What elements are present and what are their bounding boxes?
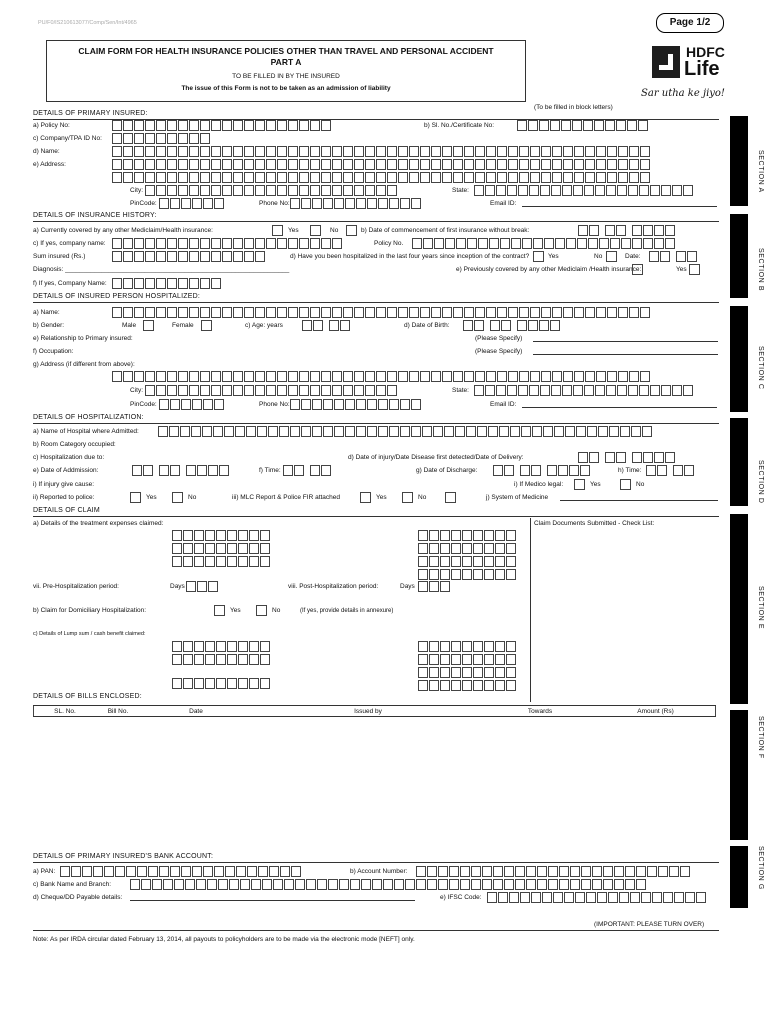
account-number-field[interactable]	[416, 866, 691, 877]
hospitalization-due-label: c) Hospitalization due to:	[33, 454, 105, 461]
pincode-field[interactable]	[159, 198, 225, 209]
yes-label: Yes	[376, 494, 387, 501]
convalescence-amount[interactable]	[418, 654, 517, 665]
company-label: c) Company/TPA ID No:	[33, 135, 102, 142]
state-field[interactable]	[474, 185, 694, 196]
section-b-label: SECTION B	[757, 248, 764, 292]
no-label: No	[636, 481, 645, 488]
section-e-heading: DETAILS OF CLAIM	[33, 507, 100, 514]
email-field[interactable]	[522, 206, 717, 207]
health-check-amount[interactable]	[418, 543, 517, 554]
section-a-heading: DETAILS OF PRIMARY INSURED:	[33, 110, 148, 117]
police-yes[interactable]	[130, 492, 141, 503]
policy-no-label: a) Policy No:	[33, 122, 70, 129]
discharge-label: g) Date of Discharge:	[416, 467, 478, 474]
neft-note: Note: As per IRDA circular dated February 13, 2014, all payouts to policyholders are to be made via the electronic mode [NEFT] only.	[33, 936, 415, 943]
alt-city-field[interactable]	[145, 385, 398, 396]
pincode-label: PinCode:	[130, 200, 157, 207]
section-g-label: SECTION G	[757, 846, 764, 890]
domiciliary-label: b) Claim for Domiciliary Hospitalization:	[33, 607, 147, 614]
ref-code: PU/F0/IS210613077/Comp/Sen/Int/4965	[38, 20, 137, 26]
section-b-heading: DETAILS OF INSURANCE HISTORY:	[33, 212, 157, 219]
state-label: State:	[452, 387, 469, 394]
alt-address-label: g) Address (if different from above):	[33, 361, 135, 368]
other-cover-yes[interactable]	[272, 225, 283, 236]
pan-field[interactable]	[60, 866, 302, 877]
expenses-heading: a) Details of the treatment expenses claimed:	[33, 520, 164, 527]
sl-no-label: b) Sl. No./Certificate No:	[424, 122, 495, 129]
critical-illness-amount[interactable]	[172, 654, 271, 665]
dob-field[interactable]	[463, 320, 561, 331]
medico-no[interactable]	[620, 479, 631, 490]
mlc-yes[interactable]	[360, 492, 371, 503]
dob-label: d) Date of Birth:	[404, 322, 450, 329]
time-discharge-label: h) Time:	[618, 467, 642, 474]
state-label: State:	[452, 187, 469, 194]
checklist-heading: Claim Documents Submitted - Check List:	[534, 520, 655, 527]
injury-cause-label: i) If injury give cause:	[33, 481, 95, 488]
male-checkbox[interactable]	[143, 320, 154, 331]
col-date: Date	[189, 707, 203, 715]
hospital-name-label: a) Name of Hospital where Admitted:	[33, 428, 139, 435]
phone-label: Phone No:	[259, 200, 290, 207]
sum-insured-label: Sum insured (Rs.)	[33, 253, 86, 260]
system-of-medicine-field[interactable]	[560, 500, 718, 501]
yes-label: Yes	[548, 253, 559, 260]
pre-period-label: vii. Pre-Hospitalization period:	[33, 583, 119, 590]
if-yes-company-field[interactable]	[112, 278, 222, 289]
injury-date-field[interactable]	[578, 452, 676, 463]
prev-cover-yes[interactable]	[632, 264, 643, 275]
account-number-label: b) Account Number:	[350, 868, 408, 875]
medico-legal-label: i) If Medico legal:	[514, 481, 564, 488]
male-label: Male	[122, 322, 137, 329]
section-g-heading: DETAILS OF PRIMARY INSURED'S BANK ACCOUNT:	[33, 853, 214, 860]
company-name-field[interactable]	[112, 238, 343, 249]
pincode-label: PinCode:	[130, 401, 157, 408]
hospitalized-no[interactable]	[606, 251, 617, 262]
col-bill: Bill No.	[107, 707, 129, 715]
commencement-label: b) Date of commencement of first insurance without break:	[361, 227, 530, 234]
expenses-total[interactable]	[418, 569, 517, 580]
name-label: d) Name:	[33, 148, 60, 155]
bank-field[interactable]	[130, 879, 647, 890]
no-label: No	[594, 253, 603, 260]
cheque-label: d) Cheque/DD Payable details:	[33, 894, 123, 901]
title-box	[46, 40, 526, 102]
section-a-label: SECTION A	[757, 150, 764, 193]
commencement-date[interactable]	[578, 225, 676, 236]
alt-state-field[interactable]	[474, 385, 694, 396]
section-d-heading: DETAILS OF HOSPITALIZATION:	[33, 414, 144, 421]
date-label: Date:	[625, 253, 641, 260]
section-f-heading: DETAILS OF BILLS ENCLOSED:	[33, 693, 142, 700]
yes-label: Yes	[590, 481, 601, 488]
form-disclaimer: The issue of this Form is not to be taken as an admission of liability	[181, 85, 391, 92]
relationship-label: e) Relationship to Primary insured:	[33, 335, 133, 342]
admission-label: e) Date of Addmission:	[33, 467, 99, 474]
days-label: Days	[400, 583, 415, 590]
yes-label: Yes	[230, 607, 241, 614]
prev-cover-no[interactable]	[689, 264, 700, 275]
admission-date[interactable]	[132, 465, 230, 476]
patient-name-field[interactable]	[112, 307, 651, 318]
yes-label: Yes	[288, 227, 299, 234]
occupation-label: f) Occupation:	[33, 348, 74, 355]
policy-no-b-label: Policy No.	[374, 240, 404, 247]
post-period-days[interactable]	[418, 581, 451, 592]
hospital-name-field[interactable]	[158, 426, 653, 437]
col-towards: Towards	[527, 707, 553, 715]
no-label: No	[188, 494, 197, 501]
city-label: City:	[130, 187, 143, 194]
prev-cover-label: e) Previously covered by any other Mediclaim /Health insurance:	[456, 266, 642, 273]
female-checkbox[interactable]	[201, 320, 212, 331]
lumpsum-total[interactable]	[418, 680, 517, 691]
lumpsum-amount[interactable]	[172, 678, 271, 689]
section-e-label: SECTION E	[757, 586, 764, 630]
policy-no-b-field[interactable]	[412, 238, 676, 249]
city-label: City:	[130, 387, 143, 394]
name-field[interactable]	[112, 146, 651, 157]
col-sl: SL. No.	[54, 707, 76, 715]
others-amount[interactable]	[418, 556, 517, 567]
admission-time[interactable]	[283, 465, 332, 476]
specify-label: (Please Specify)	[475, 335, 523, 342]
sl-no-field[interactable]	[517, 120, 649, 131]
lumpsum-heading: c) Details of Lump sum / cash benefit claimed:	[33, 631, 146, 637]
mlc-label: iii) MLC Report & Police FIR attached	[232, 494, 341, 501]
city-field[interactable]	[145, 185, 398, 196]
room-category-label: b) Room Category occupied:	[33, 441, 116, 448]
post-hosp-amount[interactable]	[172, 543, 271, 554]
domiciliary-note: (If yes, provide details in annexure)	[300, 608, 394, 614]
daily-cash-amount[interactable]	[172, 641, 271, 652]
pre-hosp-amount[interactable]	[172, 530, 271, 541]
female-label: Female	[172, 322, 194, 329]
no-label: No	[272, 607, 281, 614]
other-cover-no-box[interactable]	[346, 225, 357, 236]
email-label: Email ID:	[490, 401, 517, 408]
alt-phone-field[interactable]	[290, 399, 422, 410]
yes-label: Yes	[146, 494, 157, 501]
no-label: No	[330, 227, 339, 234]
gender-label: b) Gender:	[33, 322, 65, 329]
other-cover-label: a) Currently covered by any other Mediclaim/Health insurance:	[33, 227, 213, 234]
section-d-label: SECTION D	[757, 460, 764, 504]
ambulance-amount[interactable]	[172, 556, 271, 567]
ifsc-label: e) IFSC Code:	[440, 894, 482, 901]
cheque-field[interactable]	[130, 900, 415, 901]
post-period-label: viii. Post-Hospitalization period:	[288, 583, 379, 590]
hosp-amount[interactable]	[418, 530, 517, 541]
hospitalized-date[interactable]	[649, 251, 698, 262]
no-label: No	[418, 494, 427, 501]
section-c-heading: DETAILS OF INSURED PERSON HOSPITALIZED:	[33, 293, 201, 300]
address-line-1[interactable]	[112, 159, 651, 170]
yes-label: Yes	[676, 266, 687, 273]
discharge-date[interactable]	[493, 465, 591, 476]
form-sub: TO BE FILLED IN BY THE INSURED	[232, 73, 340, 80]
system-of-medicine-label: j) System of Medicine	[486, 494, 549, 501]
if-yes-company-label: f) If yes, Company Name:	[33, 280, 107, 287]
discharge-time[interactable]	[646, 465, 695, 476]
section-f-label: SECTION F	[757, 716, 764, 759]
page-number: Page 1/2	[656, 13, 724, 33]
pre-period-days[interactable]	[186, 581, 219, 592]
company-name-label: c) If yes, company name:	[33, 240, 106, 247]
medico-yes[interactable]	[574, 479, 585, 490]
alt-pincode-field[interactable]	[159, 399, 225, 410]
other-benefit-amount[interactable]	[418, 667, 517, 678]
address-label: e) Address:	[33, 161, 66, 168]
phone-field[interactable]	[290, 198, 422, 209]
time-admission-label: f) Time:	[259, 467, 281, 474]
age-label: c) Age: years	[245, 322, 283, 329]
company-field[interactable]	[112, 133, 211, 144]
hospitalized-label: d) Have you been hospitalized in the last four years since inception of the contract?	[290, 253, 530, 260]
bank-label: c) Bank Name and Branch:	[33, 881, 112, 888]
domiciliary-no[interactable]	[256, 605, 267, 616]
address-line-2[interactable]	[112, 172, 651, 183]
patient-name-label: a) Name:	[33, 309, 60, 316]
diagnosis-label[interactable]: Diagnosis: ______________________________________________________________	[33, 266, 290, 273]
other-cover-no[interactable]	[310, 225, 321, 236]
col-amount: Amount (Rs)	[637, 707, 674, 715]
form-title: CLAIM FORM FOR HEALTH INSURANCE POLICIES OTHER THAN TRAVEL AND PERSONAL ACCIDENT	[78, 46, 494, 56]
turn-over-note: (IMPORTANT: PLEASE TURN OVER)	[594, 921, 705, 928]
days-label: Days	[170, 583, 185, 590]
domiciliary-yes[interactable]	[214, 605, 225, 616]
policy-no-field[interactable]	[112, 120, 332, 131]
age-field[interactable]	[302, 320, 351, 331]
section-a-tab	[730, 116, 748, 206]
section-c-label: SECTION C	[757, 346, 764, 390]
mlc-no-box[interactable]	[445, 492, 456, 503]
alt-address-field[interactable]	[112, 371, 651, 382]
injury-date-label: d) Date of injury/Date Disease first detected/Date of Delivery:	[348, 454, 524, 461]
sum-insured-field[interactable]	[112, 251, 266, 262]
pan-label: a) PAN:	[33, 868, 56, 875]
hospitalized-yes[interactable]	[533, 251, 544, 262]
form-part: PART A	[270, 57, 302, 67]
mlc-no[interactable]	[402, 492, 413, 503]
email-label: Email ID:	[490, 200, 517, 207]
phone-label: Phone No:	[259, 401, 290, 408]
police-label: ii) Reported to police:	[33, 494, 95, 501]
surgical-cash-amount[interactable]	[418, 641, 517, 652]
block-letters-note: (To be filled in block letters)	[534, 104, 613, 111]
police-no[interactable]	[172, 492, 183, 503]
ifsc-field[interactable]	[487, 892, 707, 903]
specify-label: (Please Specify)	[475, 348, 523, 355]
col-issued: Issued by	[354, 707, 382, 715]
